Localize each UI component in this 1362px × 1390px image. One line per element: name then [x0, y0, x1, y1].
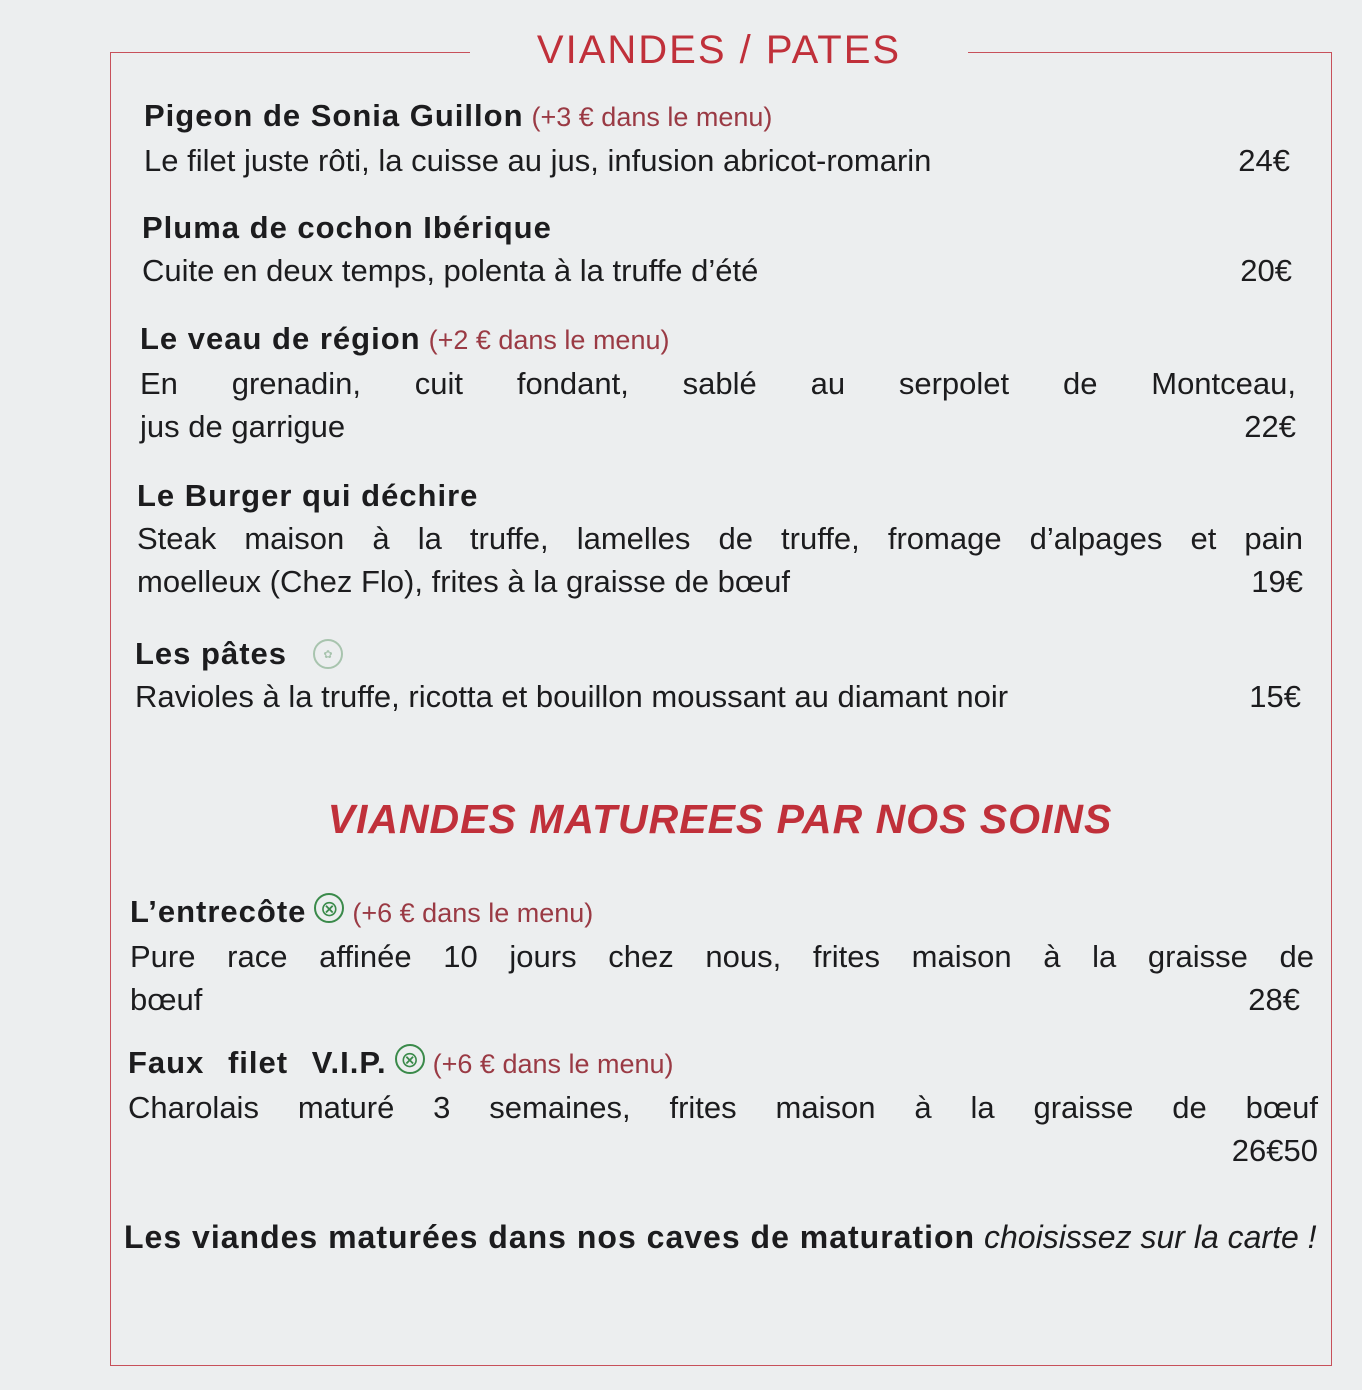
meat-origin-badge-icon: ⊗ — [395, 1044, 425, 1074]
vegetarian-badge-icon: ✿ — [313, 639, 343, 669]
section-title: VIANDES / PATES — [536, 28, 902, 72]
dish-price: 26€50 — [1231, 1133, 1318, 1168]
dish-title: Les pâtes — [135, 636, 288, 671]
meat-origin-badge-icon: ⊗ — [314, 893, 344, 923]
dish-description-line: Charolais maturé 3 semaines, frites maison à la graisse de bœuf — [128, 1090, 1318, 1125]
dish-note: (+2 € dans le menu) — [428, 325, 670, 355]
menu-item — [142, 206, 1292, 292]
dish-note: (+6 € dans le menu) — [352, 898, 594, 928]
footer-em: choisissez sur la carte ! — [983, 1219, 1317, 1255]
menu-item — [144, 94, 1290, 182]
dish-price: 20€ — [1240, 253, 1292, 288]
dish-price: 19€ — [1251, 564, 1303, 599]
section-title: VIANDES MATUREES PAR NOS SOINS — [327, 796, 1113, 842]
dish-description-line: Pure race affinée 10 jours chez nous, frites maison à la graisse de — [130, 939, 1314, 974]
dish-price: 28€ — [1248, 982, 1300, 1017]
menu-item — [140, 317, 1296, 448]
dish-title: Le veau de région — [140, 321, 421, 356]
dish-title: Pigeon de Sonia Guillon — [144, 98, 524, 133]
menu-item — [135, 632, 1301, 718]
dish-description: Ravioles à la truffe, ricotta et bouillon moussant au diamant noir — [135, 679, 1009, 714]
dish-description-line: jus de garrigue — [140, 409, 346, 444]
menu-item — [130, 890, 1314, 1021]
footer-note — [124, 1214, 1320, 1260]
dish-description-line: moelleux (Chez Flo), frites à la graisse de bœuf — [137, 564, 790, 599]
dish-description-line: bœuf — [130, 982, 203, 1017]
dish-title: Faux filet V.I.P. — [128, 1045, 387, 1080]
menu-item — [137, 474, 1303, 603]
footer-strong: Les viandes maturées dans nos caves de maturation — [124, 1219, 976, 1255]
dish-title: L’entrecôte — [130, 894, 307, 929]
dish-description: Cuite en deux temps, polenta à la truffe d’été — [142, 253, 759, 288]
dish-price: 24€ — [1238, 143, 1290, 178]
dish-description: Le filet juste rôti, la cuisse au jus, infusion abricot-romarin — [144, 143, 932, 178]
dish-note: (+3 € dans le menu) — [531, 102, 773, 132]
dish-description-line: Steak maison à la truffe, lamelles de truffe, fromage d’alpages et pain — [137, 521, 1303, 556]
dish-title: Pluma de cochon Ibérique — [142, 210, 552, 245]
dish-price: 15€ — [1249, 679, 1301, 714]
menu-item — [128, 1041, 1318, 1172]
dish-description-line: En grenadin, cuit fondant, sablé au serpolet de Montceau, — [140, 366, 1296, 401]
dish-note: (+6 € dans le menu) — [432, 1049, 674, 1079]
dish-title: Le Burger qui déchire — [137, 478, 479, 513]
dish-price: 22€ — [1244, 409, 1296, 444]
